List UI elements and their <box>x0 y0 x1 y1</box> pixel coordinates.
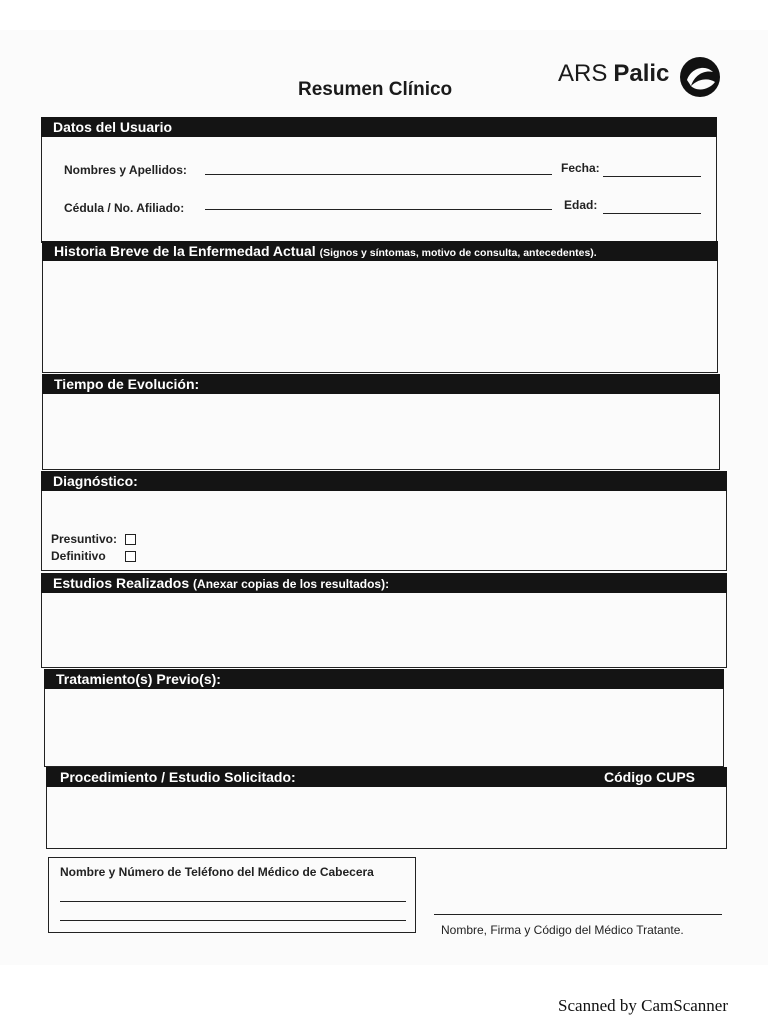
medico-cabecera-line-2[interactable] <box>60 920 406 921</box>
cedula-field[interactable] <box>205 209 552 210</box>
medico-cabecera-line-1[interactable] <box>60 901 406 902</box>
nombres-field[interactable] <box>205 174 552 175</box>
logo-text-palic: Palic <box>613 60 670 87</box>
section-header-procedimiento: Procedimiento / Estudio Solicitado: Código CUPS <box>46 767 727 787</box>
section-header-estudios: Estudios Realizados (Anexar copias de los resultados): <box>41 573 727 593</box>
medico-cabecera-label: Nombre y Número de Teléfono del Médico de Cabecera <box>60 865 374 879</box>
nombres-label: Nombres y Apellidos: <box>64 163 187 177</box>
codigo-cups-label: Código CUPS <box>604 769 695 785</box>
section-header-tiempo-evolucion: Tiempo de Evolución: <box>42 374 720 394</box>
section-header-historia: Historia Breve de la Enfermedad Actual (Signos y síntomas, motivo de consulta, antecedentes). <box>42 241 718 261</box>
datos-usuario-box <box>41 137 717 243</box>
presuntivo-checkbox[interactable] <box>125 534 136 545</box>
section-header-diagnostico: Diagnóstico: <box>41 471 727 491</box>
presuntivo-label: Presuntivo: <box>51 532 118 546</box>
ars-palic-logo <box>558 56 728 100</box>
form-title: Resumen Clínico <box>298 79 453 100</box>
tratamiento-field[interactable] <box>44 689 724 767</box>
edad-field[interactable] <box>603 213 701 214</box>
section-header-tratamiento: Tratamiento(s) Previo(s): <box>44 669 724 689</box>
diagnostico-field[interactable] <box>41 491 727 571</box>
historia-field[interactable] <box>42 261 718 373</box>
definitivo-checkbox[interactable] <box>125 551 136 562</box>
definitivo-label: Definitivo <box>51 549 106 563</box>
logo-text-ars: ARS <box>558 60 608 87</box>
procedimiento-field[interactable] <box>46 787 727 849</box>
camscanner-watermark: Scanned by CamScanner <box>558 996 728 1015</box>
estudios-field[interactable] <box>41 593 727 668</box>
section-header-datos-usuario: Datos del Usuario <box>41 117 717 137</box>
fecha-label: Fecha: <box>561 161 600 175</box>
medico-tratante-label: Nombre, Firma y Código del Médico Tratante. <box>441 923 684 937</box>
edad-label: Edad: <box>564 198 598 212</box>
tiempo-evolucion-field[interactable] <box>42 394 720 470</box>
firma-medico-tratante-line[interactable] <box>434 914 722 915</box>
cedula-label: Cédula / No. Afiliado: <box>64 201 185 215</box>
fecha-field[interactable] <box>603 176 701 177</box>
palic-logo-icon <box>679 56 721 98</box>
